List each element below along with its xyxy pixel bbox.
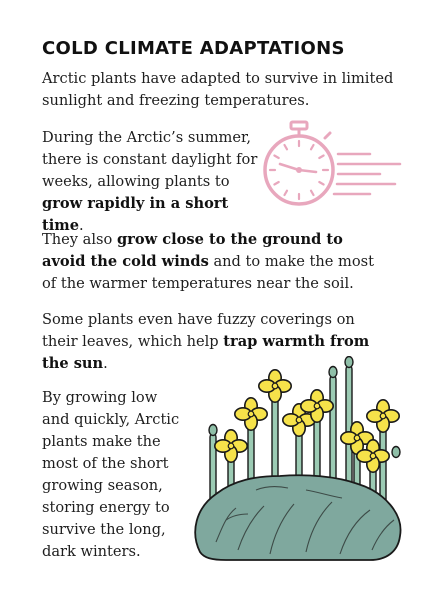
paragraph-daylight xyxy=(42,127,272,237)
paragraph-fuzzy-end: . xyxy=(103,355,108,372)
paragraph-ground-emphasis: grow close to the ground to avoid the cold winds xyxy=(42,231,343,270)
summary-line: survive the long, xyxy=(42,521,166,538)
paragraph-ground xyxy=(42,229,382,295)
summary-line: By growing low xyxy=(42,389,158,406)
summary-line: storing energy to xyxy=(42,499,170,516)
paragraph-ground-text: They also xyxy=(42,231,117,248)
paragraph-daylight-text: During the Arctic’s summer, there is constant daylight for weeks, allowing plants to xyxy=(42,129,258,190)
paragraph-daylight-emphasis: grow rapidly in a short time xyxy=(42,195,229,234)
paragraph-summary xyxy=(42,387,192,563)
summary-line: and quickly, Arctic xyxy=(42,411,180,428)
paragraph-intro: Arctic plants have adapted to survive in limited sunlight and freezing temperatures. xyxy=(42,70,394,109)
arctic-flower-plant-icon xyxy=(186,356,412,564)
stopwatch-icon xyxy=(258,118,404,216)
paragraph-fuzzy-emphasis: trap warmth from the sun xyxy=(42,333,370,372)
paragraph-ground-text-end: and to make the most of the warmer temperatures near the soil. xyxy=(42,253,374,292)
summary-line: dark winters. xyxy=(42,543,141,560)
summary-line: growing season, xyxy=(42,477,163,494)
summary-line: most of the short xyxy=(42,455,169,472)
paragraph-daylight-end: . xyxy=(79,217,84,234)
summary-line: plants make the xyxy=(42,433,161,450)
paragraph-fuzzy-text: Some plants even have fuzzy coverings on their leaves, which help xyxy=(42,311,355,350)
page-title: COLD CLIMATE ADAPTATIONS xyxy=(42,38,345,59)
